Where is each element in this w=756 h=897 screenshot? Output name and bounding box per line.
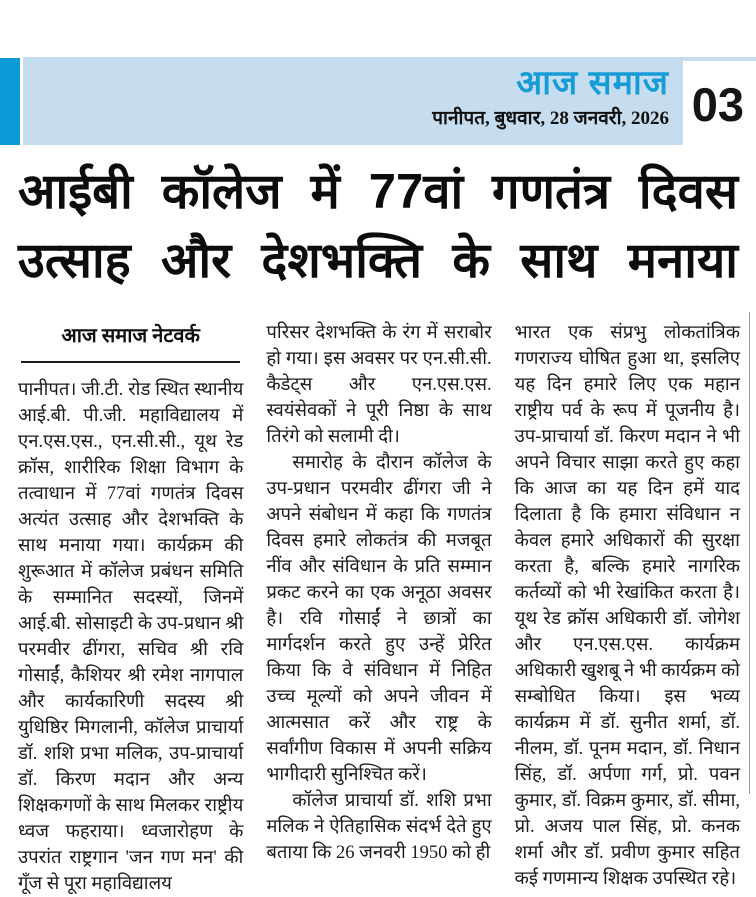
byline: आज समाज नेटवर्क [61,325,200,347]
article-column-1 [18,320,244,894]
masthead-accent-strip [0,58,20,145]
paragraph-col1-1: पानीपत। जी.टी. रोड स्थित स्थानीय आई.बी. पी.जी. महाविद्यालय में एन.एस.एस., एन.सी.सी., यूथ रेड क्रॉस, शारीरिक शिक्षा विभाग के तत्वाधान में 77वां गणतंत्र दिवस अत्यंत उत्साह और देशभक्ति के साथ मनाया गया। कार्यक्रम की शुरूआत में कॉलेज प्रबंधन समिति के सम्मानित सदस्यों, जिनमें आई.बी. सोसाइटी के उप-प्रधान श्री परमवीर ढींगरा, सचिव श्री रवि गोसाईं, कैशियर श्री रमेश नागपाल और कार्यकारिणी सदस्य श्री युधिष्ठिर मिगलानी, कॉलेज प्राचार्या डॉ. शशि प्रभा मलिक, उप-प्राचार्या डॉ. किरण मदान और अन्य शिक्षकगणों के साथ मिलकर राष्ट्रीय ध्वज फहराया। ध्वजारोहण के उपरांत राष्ट्रगान 'जन गण मन' की गूँज से पूरा महाविद्यालय [18,380,244,894]
article-column-3 [514,320,740,889]
masthead-top-rule [683,57,756,61]
scan-edge-rule [749,312,751,794]
page-number: 03 [691,78,744,131]
headline [18,158,738,296]
paragraph-col2-3: कॉलेज प्राचार्या डॉ. शशि प्रभा मलिक ने ऐतिहासिक संदर्भ देते हुए बताया कि 26 जनवरी 1950 को ही [266,791,492,863]
article-body [18,320,740,894]
headline-line-2: उत्साह और देशभक्ति के साथ मनाया [18,234,738,288]
masthead-band [23,57,683,145]
headline-line-1: आईबी कॉलेज में 77वां गणतंत्र दिवस [18,165,738,219]
masthead [0,57,756,145]
paper-title: आज समाज [516,64,669,102]
dateline: पानीपत, बुधवार, 28 जनवरी, 2026 [432,108,669,129]
paragraph-col2-1: परिसर देशभक्ति के रंग में सराबोर हो गया। इस अवसर पर एन.सी.सी. कैडेट्स और एन.एस.एस. स्वयंसेवकों ने पूरी निष्ठा के साथ तिरंगे को सलामी दी। [266,323,492,447]
paragraph-col3-1: भारत एक संप्रभु लोकतांत्रिक गणराज्य घोषित हुआ था, इसलिए यह दिन हमारे लिए एक महान राष्ट्रीय पर्व के रूप में पूजनीय है। उप-प्राचार्या डॉ. किरण मदान ने भी अपने विचार साझा करते हुए कहा कि आज का यह दिन हमें याद दिलाता है कि हमारा संविधान न केवल हमारे अधिकारों की सुरक्षा करता है, बल्कि हमारे नागरिक कर्तव्यों को भी रेखांकित करता है। यूथ रेड क्रॉस अधिकारी डॉ. जोगेश और एन.एस.एस. कार्यक्रम अधिकारी खुशबू ने भी कार्यक्रम को सम्बोधित किया। इस भव्य कार्यक्रम में डॉ. सुनीत शर्मा, डॉ. नीलम, डॉ. पूनम मदान, डॉ. निधान सिंह, डॉ. अर्पणा गर्ग, प्रो. पवन कुमार, डॉ. विक्रम कुमार, डॉ. सीमा, प्रो. अजय पाल सिंह, प्रो. कनक शर्मा और डॉ. प्रवीण कुमार सहित कई गणमान्य शिक्षक उपस्थित रहे। [514,323,740,889]
paragraph-col2-2: समारोह के दौरान कॉलेज के उप-प्रधान परमवीर ढींगरा जी ने अपने संबोधन में कहा कि गणतंत्र दिवस हमारे लोकतंत्र की मजबूत नींव और संविधान के प्रति सम्मान प्रकट करने का एक अनूठा अवसर है। रवि गोसाईं ने छात्रों का मार्गदर्शन करते हुए उन्हें प्रेरित किया कि वे संविधान में निहित उच्च मूल्यों को अपने जीवन में आत्मसात करें और राष्ट्र के सर्वांगीण विकास में अपनी सक्रिय भागीदारी सुनिश्चित करें। [266,453,492,785]
article-column-2 [266,320,492,863]
byline-rule [21,361,240,363]
